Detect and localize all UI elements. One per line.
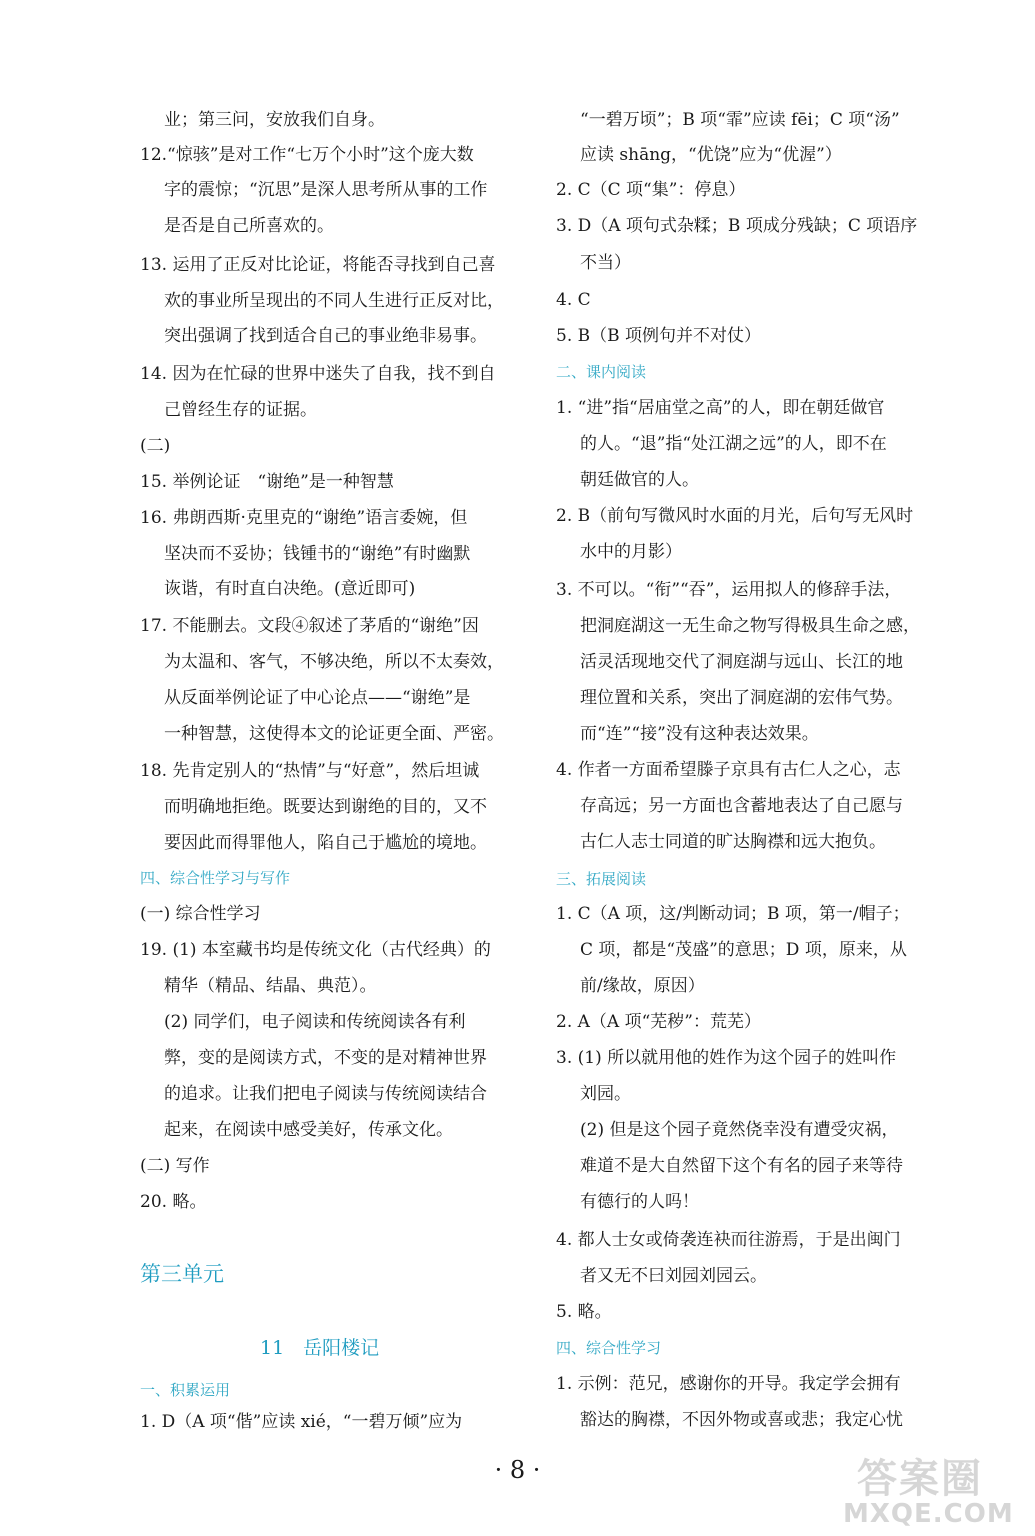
left-column-line: 13. 运用了正反对比论证，将能否寻找到自己喜: [140, 255, 496, 275]
left-column-line: 一、积累运用: [140, 1381, 231, 1399]
right-column-line: 前/缘故，原因）: [580, 976, 705, 996]
right-column-line: “一碧万顷”；B 项“霏”应读 fēi；C 项“汤”: [580, 110, 900, 130]
right-column-line: 5. B（B 项例句并不对仗）: [556, 326, 762, 346]
right-column-line: 者又无不曰刘园刘园云。: [580, 1266, 767, 1286]
left-column-line: 诙谐，有时直白决绝。(意近即可): [164, 579, 416, 599]
right-column-line: 刘园。: [580, 1084, 631, 1104]
left-column-line: 而明确地拒绝。既要达到谢绝的目的，又不: [164, 797, 487, 817]
left-column-line: (2) 同学们，电子阅读和传统阅读各有利: [164, 1012, 466, 1032]
right-column-line: 水中的月影）: [580, 542, 682, 562]
page-number: · 8 ·: [494, 1456, 541, 1484]
right-column-line: 不当）: [580, 253, 631, 273]
right-column-line: 5. 略。: [556, 1302, 612, 1322]
right-column-line: 豁达的胸襟，不因外物或喜或悲；我定心忧: [580, 1410, 903, 1430]
right-column-line: C 项，都是“茂盛”的意思；D 项，原来，从: [580, 940, 907, 960]
right-column-line: 三、拓展阅读: [556, 870, 647, 888]
left-column-line: 15. 举例论证 “谢绝”是一种智慧: [140, 472, 394, 492]
left-column-line: 18. 先肯定别人的“热情”与“好意”，然后坦诚: [140, 761, 480, 781]
left-column-line: 坚决而不妥协；钱锺书的“谢绝”有时幽默: [164, 544, 471, 564]
right-column-line: 活灵活现地交代了洞庭湖与远山、长江的地: [580, 652, 903, 672]
left-column-line: 16. 弗朗西斯·克里克的“谢绝”语言委婉，但: [140, 508, 468, 528]
right-column-line: 把洞庭湖这一无生命之物写得极具生命之感，: [580, 616, 920, 636]
right-column-line: 1. 示例：范兄，感谢你的开导。我定学会拥有: [556, 1374, 901, 1394]
left-column-line: 从反面举例论证了中心论点——“谢绝”是: [164, 688, 471, 708]
left-column-line: 为太温和、客气，不够决绝，所以不太奏效，: [164, 652, 504, 672]
right-column-line: 2. C（C 项“集”：停息）: [556, 180, 746, 200]
right-column-line: 朝廷做官的人。: [580, 470, 699, 490]
right-column-line: 4. C: [556, 290, 591, 310]
left-column-line: 弊，变的是阅读方式，不变的是对精神世界: [164, 1048, 487, 1068]
left-column-line: (二) 写作: [140, 1156, 210, 1176]
left-column-line: 14. 因为在忙碌的世界中迷失了自我，找不到自: [140, 364, 496, 384]
watermark-url: MXQE.COM: [843, 1499, 1014, 1529]
left-column-line: 11 岳阳楼记: [260, 1337, 380, 1359]
left-column-line: (一) 综合性学习: [140, 904, 261, 924]
right-column-line: 2. B（前句写微风时水面的月光，后句写无风时: [556, 506, 914, 526]
right-column-line: 3. D（A 项句式杂糅；B 项成分残缺；C 项语序: [556, 216, 918, 236]
left-column-line: 19. (1) 本室藏书均是传统文化（古代经典）的: [140, 940, 491, 960]
left-column-line: 第三单元: [140, 1262, 224, 1286]
right-column-line: 3. 不可以。“衔”“吞”，运用拟人的修辞手法，: [556, 580, 902, 600]
right-column-line: 难道不是大自然留下这个有名的园子来等待: [580, 1156, 903, 1176]
left-column-line: 1. D（A 项“偕”应读 xié，“一碧万倾”应为: [140, 1412, 463, 1432]
left-column-line: 四、综合性学习与写作: [140, 869, 291, 887]
right-column-line: 有德行的人吗！: [580, 1192, 699, 1212]
right-column-line: 1. C（A 项，这/判断动词；B 项，第一/帽子；: [556, 904, 910, 924]
left-column-line: 欢的事业所呈现出的不同人生进行正反对比，: [164, 291, 504, 311]
right-column-line: 而“连”“接”没有这种表达效果。: [580, 724, 819, 744]
right-column-line: 3. (1) 所以就用他的姓作为这个园子的姓叫作: [556, 1048, 897, 1068]
left-column-line: 己曾经生存的证据。: [164, 400, 317, 420]
right-column-line: (2) 但是这个园子竟然侥幸没有遭受灾祸，: [580, 1120, 899, 1140]
left-column-line: 起来，在阅读中感受美好，传承文化。: [164, 1120, 453, 1140]
left-column-line: (二): [140, 436, 171, 456]
left-column-line: 12.“惊骇”是对工作“七万个小时”这个庞大数: [140, 145, 474, 165]
right-column-line: 2. A（A 项“芜秽”：荒芜）: [556, 1012, 761, 1032]
left-column-line: 是否是自己所喜欢的。: [164, 216, 334, 236]
left-column-line: 精华（精品、结晶、典范）。: [164, 976, 377, 996]
left-column-line: 业；第三问，安放我们自身。: [164, 110, 385, 130]
right-column-line: 1. “进”指“居庙堂之高”的人，即在朝廷做官: [556, 398, 885, 418]
left-column-line: 突出强调了找到适合自己的事业绝非易事。: [164, 326, 487, 346]
watermark-text: 答案圈: [857, 1456, 983, 1502]
right-column-line: 4. 都人士女或倚袭连袂而往游焉，于是出闽门: [556, 1230, 901, 1250]
left-column-line: 17. 不能删去。文段④叙述了茅盾的“谢绝”因: [140, 616, 479, 636]
right-column-line: 4. 作者一方面希望滕子京具有古仁人之心，志: [556, 760, 901, 780]
right-column-line: 理位置和关系，突出了洞庭湖的宏伟气势。: [580, 688, 903, 708]
right-column-line: 的人。“退”指“处江湖之远”的人，即不在: [580, 434, 887, 454]
left-column-line: 的追求。让我们把电子阅读与传统阅读结合: [164, 1084, 487, 1104]
right-column-line: 四、综合性学习: [556, 1339, 662, 1357]
right-column-line: 应读 shāng，“优饶”应为“优渥”）: [580, 145, 842, 165]
left-column-line: 字的震惊；“沉思”是深人思考所从事的工作: [164, 180, 488, 200]
left-column-line: 20. 略。: [140, 1192, 207, 1212]
left-column-line: 要因此而得罪他人，陷自己于尴尬的境地。: [164, 833, 487, 853]
right-column-line: 古仁人志士同道的旷达胸襟和远大抱负。: [580, 832, 886, 852]
watermark-logo: [835, 1447, 1030, 1533]
left-column-line: 一种智慧，这使得本文的论证更全面、严密。: [164, 724, 504, 744]
right-column-line: 存高远；另一方面也含蓄地表达了自己愿与: [580, 796, 903, 816]
right-column-line: 二、课内阅读: [556, 363, 647, 381]
